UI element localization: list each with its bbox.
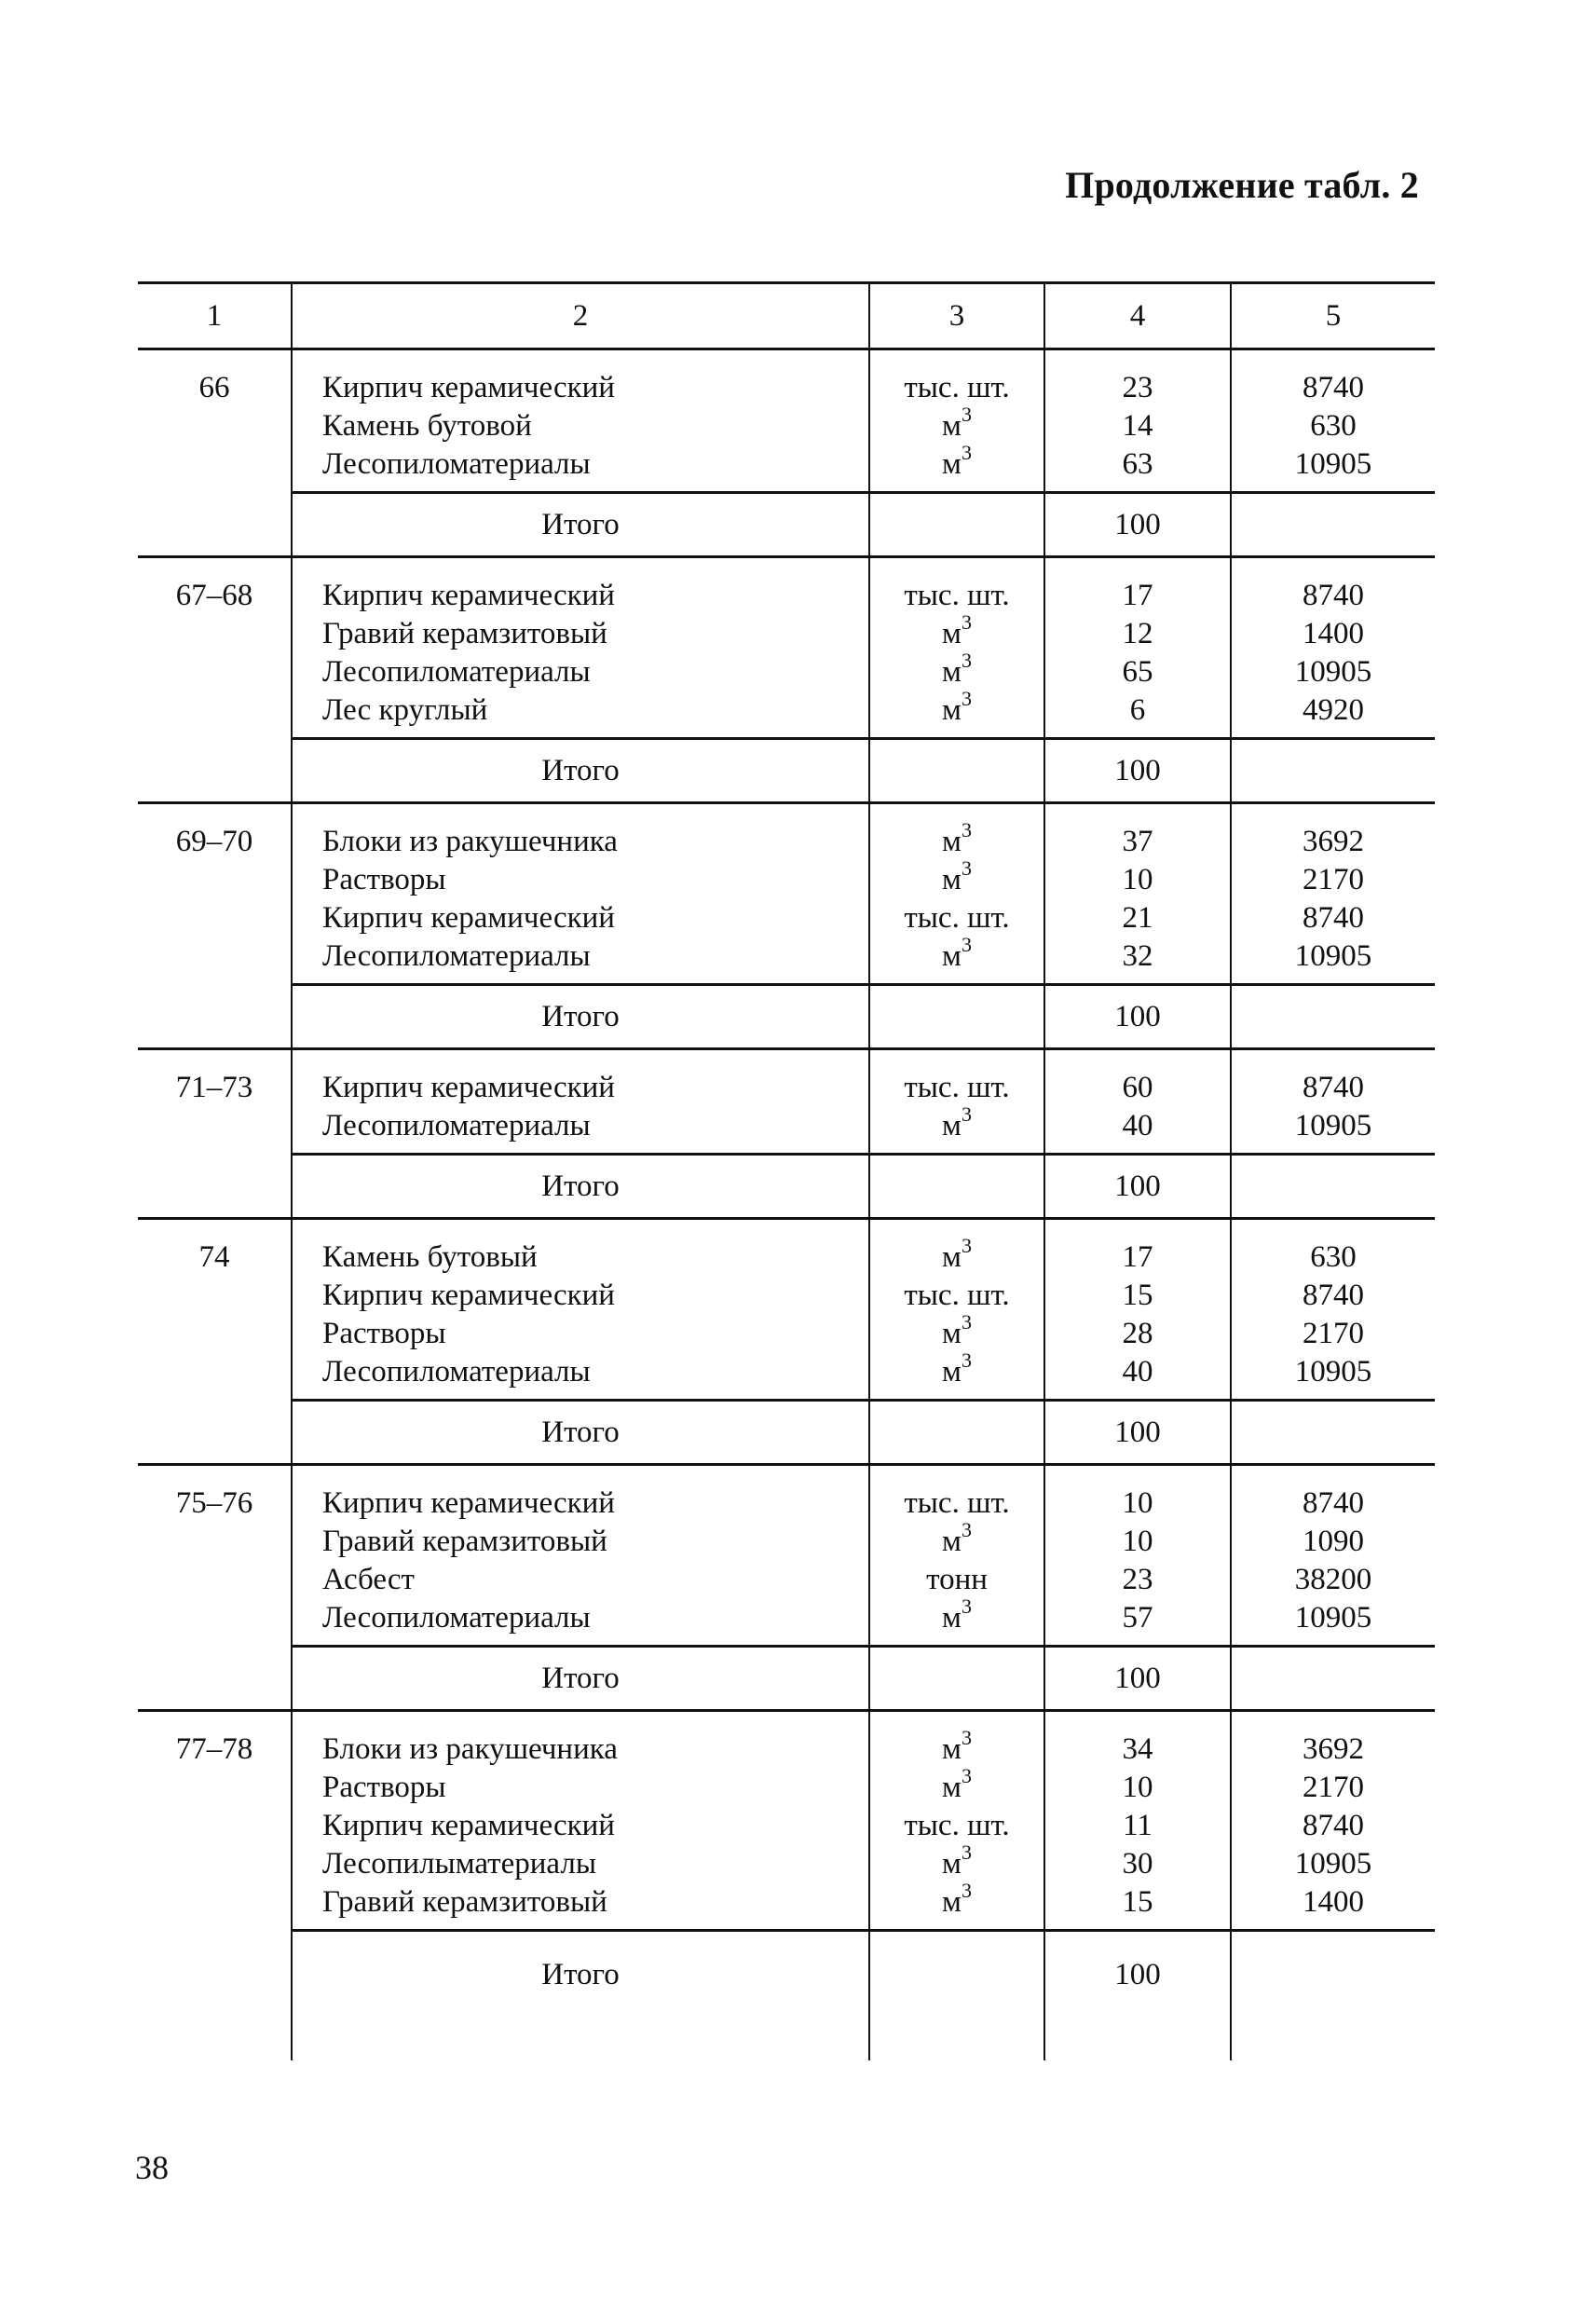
unit-text: м bbox=[942, 863, 962, 896]
unit-value bbox=[870, 1764, 1044, 1807]
unit-text: м bbox=[942, 655, 962, 689]
unit-exponent: 3 bbox=[961, 1726, 972, 1749]
price-value: 10905 bbox=[1294, 655, 1372, 689]
header-col-1: 1 bbox=[138, 283, 292, 349]
unit-value bbox=[870, 1594, 1044, 1637]
total-value: 100 bbox=[1044, 1931, 1231, 2061]
total-value: 100 bbox=[1044, 493, 1231, 557]
unit-value bbox=[870, 1102, 1044, 1145]
unit-text: м bbox=[942, 447, 962, 481]
material-name-cell bbox=[292, 1219, 869, 1401]
unit-value bbox=[870, 1726, 1044, 1769]
unit-text: м bbox=[942, 825, 962, 858]
unit-value bbox=[870, 1879, 1044, 1922]
share-value: 17 bbox=[1122, 1240, 1153, 1274]
unit-exponent: 3 bbox=[961, 610, 972, 634]
unit-exponent: 3 bbox=[961, 441, 972, 464]
unit-exponent: 3 bbox=[961, 403, 972, 426]
price-value: 10905 bbox=[1294, 939, 1372, 973]
material-name: Растворы bbox=[322, 863, 446, 896]
price-value: 8740 bbox=[1303, 901, 1364, 935]
material-name-cell bbox=[292, 557, 869, 739]
total-unit-cell bbox=[869, 1647, 1044, 1711]
total-price-cell bbox=[1231, 1647, 1435, 1711]
total-value: 100 bbox=[1044, 1155, 1231, 1219]
material-name: Гравий керамзитовый bbox=[322, 1525, 607, 1558]
price-value: 10905 bbox=[1294, 1109, 1372, 1142]
unit-cell bbox=[869, 1219, 1044, 1401]
total-value: 100 bbox=[1044, 1401, 1231, 1465]
unit-cell bbox=[869, 1711, 1044, 1931]
total-label: Итого bbox=[292, 739, 869, 803]
total-row bbox=[138, 1155, 1435, 1219]
share-cell bbox=[1044, 1465, 1231, 1647]
share-value: 11 bbox=[1123, 1809, 1153, 1842]
share-value: 23 bbox=[1122, 371, 1153, 404]
price-cell bbox=[1231, 1465, 1435, 1647]
unit-exponent: 3 bbox=[961, 1594, 972, 1618]
unit-text: м bbox=[942, 1240, 962, 1274]
unit-cell bbox=[869, 349, 1044, 493]
share-cell bbox=[1044, 1049, 1231, 1155]
header-row bbox=[138, 283, 1435, 349]
total-spacer-cell bbox=[138, 1931, 292, 2061]
header-col-5: 5 bbox=[1231, 283, 1435, 349]
header-col-4: 4 bbox=[1044, 283, 1231, 349]
price-value: 10905 bbox=[1294, 1847, 1372, 1881]
unit-cell bbox=[869, 1049, 1044, 1155]
share-value: 21 bbox=[1122, 901, 1153, 935]
price-value: 8740 bbox=[1303, 1071, 1364, 1104]
price-value: 1090 bbox=[1303, 1525, 1364, 1558]
unit-value bbox=[870, 818, 1044, 861]
total-row bbox=[138, 1401, 1435, 1465]
group-row bbox=[138, 1465, 1435, 1647]
material-name: Лесопиломатериалы bbox=[322, 655, 591, 689]
total-spacer-cell bbox=[138, 493, 292, 557]
unit-text: м bbox=[942, 1601, 962, 1635]
unit-exponent: 3 bbox=[961, 818, 972, 841]
material-name: Кирпич керамический bbox=[322, 1279, 615, 1312]
share-value: 15 bbox=[1122, 1279, 1153, 1312]
total-unit-cell bbox=[869, 493, 1044, 557]
page-number: 38 bbox=[135, 2149, 169, 2186]
group-number-cell bbox=[138, 1465, 292, 1647]
unit-value bbox=[870, 856, 1044, 899]
material-name-cell bbox=[292, 803, 869, 985]
unit-value bbox=[870, 1348, 1044, 1391]
share-value: 40 bbox=[1122, 1109, 1153, 1142]
unit-text: тыс. шт. bbox=[904, 1071, 1010, 1104]
price-value: 3692 bbox=[1303, 825, 1364, 858]
total-unit-cell bbox=[869, 739, 1044, 803]
material-name: Камень бутовый bbox=[322, 1240, 538, 1274]
price-value: 8740 bbox=[1303, 371, 1364, 404]
share-value: 10 bbox=[1122, 1486, 1153, 1520]
group-number: 74 bbox=[198, 1240, 230, 1274]
unit-cell bbox=[869, 557, 1044, 739]
share-cell bbox=[1044, 803, 1231, 985]
header-col-3: 3 bbox=[869, 283, 1044, 349]
unit-exponent: 3 bbox=[961, 1518, 972, 1541]
unit-value bbox=[870, 1518, 1044, 1561]
share-cell bbox=[1044, 1219, 1231, 1401]
unit-text: тонн bbox=[926, 1563, 988, 1596]
unit-value bbox=[870, 649, 1044, 691]
price-value: 10905 bbox=[1294, 1355, 1372, 1389]
material-name: Лесопилыматериалы bbox=[322, 1847, 596, 1881]
total-label: Итого bbox=[292, 1647, 869, 1711]
unit-value bbox=[870, 899, 1044, 937]
total-unit-cell bbox=[869, 1931, 1044, 2061]
share-cell bbox=[1044, 1711, 1231, 1931]
price-value: 2170 bbox=[1303, 1317, 1364, 1350]
price-value: 2170 bbox=[1303, 863, 1364, 896]
unit-exponent: 3 bbox=[961, 1310, 972, 1334]
unit-text: м bbox=[942, 409, 962, 443]
material-name: Лесопиломатериалы bbox=[322, 939, 591, 973]
unit-exponent: 3 bbox=[961, 1348, 972, 1372]
unit-exponent: 3 bbox=[961, 856, 972, 880]
unit-text: м bbox=[942, 1847, 962, 1881]
group-number: 69–70 bbox=[175, 825, 253, 858]
material-name: Гравий керамзитовый bbox=[322, 1885, 607, 1919]
total-label: Итого bbox=[292, 1931, 869, 2061]
total-unit-cell bbox=[869, 1155, 1044, 1219]
share-value: 30 bbox=[1122, 1847, 1153, 1881]
unit-value bbox=[870, 369, 1044, 407]
unit-text: м bbox=[942, 693, 962, 727]
price-cell bbox=[1231, 1049, 1435, 1155]
total-label: Итого bbox=[292, 493, 869, 557]
material-name: Растворы bbox=[322, 1771, 446, 1804]
material-name: Блоки из ракушечника bbox=[322, 825, 618, 858]
price-value: 2170 bbox=[1303, 1771, 1364, 1804]
price-value: 1400 bbox=[1303, 1885, 1364, 1919]
material-name: Кирпич керамический bbox=[322, 371, 615, 404]
share-cell bbox=[1044, 557, 1231, 739]
price-value: 8740 bbox=[1303, 1279, 1364, 1312]
price-value: 10905 bbox=[1294, 1601, 1372, 1635]
share-value: 6 bbox=[1129, 693, 1146, 727]
group-number-cell bbox=[138, 1219, 292, 1401]
unit-exponent: 3 bbox=[961, 1234, 972, 1257]
unit-text: м bbox=[942, 1525, 962, 1558]
group-number-cell bbox=[138, 803, 292, 985]
total-price-cell bbox=[1231, 1401, 1435, 1465]
material-name: Лес круглый bbox=[322, 693, 488, 727]
share-value: 60 bbox=[1122, 1071, 1153, 1104]
unit-value bbox=[870, 1840, 1044, 1883]
unit-text: тыс. шт. bbox=[904, 1486, 1010, 1520]
unit-exponent: 3 bbox=[961, 649, 972, 672]
unit-value bbox=[870, 1234, 1044, 1277]
unit-exponent: 3 bbox=[961, 1764, 972, 1787]
share-value: 17 bbox=[1122, 579, 1153, 612]
total-spacer-cell bbox=[138, 1401, 292, 1465]
total-price-cell bbox=[1231, 739, 1435, 803]
group-row bbox=[138, 349, 1435, 493]
unit-text: тыс. шт. bbox=[904, 901, 1010, 935]
share-value: 65 bbox=[1122, 655, 1153, 689]
total-label: Итого bbox=[292, 1401, 869, 1465]
material-name-cell bbox=[292, 349, 869, 493]
material-name: Лесопиломатериалы bbox=[322, 1109, 591, 1142]
total-spacer-cell bbox=[138, 739, 292, 803]
price-cell bbox=[1231, 557, 1435, 739]
header-col-2: 2 bbox=[292, 283, 869, 349]
unit-value bbox=[870, 933, 1044, 976]
price-value: 8740 bbox=[1303, 1809, 1364, 1842]
group-number-cell bbox=[138, 1049, 292, 1155]
material-name: Кирпич керамический bbox=[322, 901, 615, 935]
share-value: 40 bbox=[1122, 1355, 1153, 1389]
share-value: 32 bbox=[1122, 939, 1153, 973]
price-value: 1400 bbox=[1303, 617, 1364, 650]
group-row bbox=[138, 1219, 1435, 1401]
unit-text: тыс. шт. bbox=[904, 579, 1010, 612]
table-header bbox=[138, 283, 1435, 349]
total-value: 100 bbox=[1044, 985, 1231, 1049]
share-value: 10 bbox=[1122, 863, 1153, 896]
group-number-cell bbox=[138, 349, 292, 493]
material-name-cell bbox=[292, 1711, 869, 1931]
unit-text: тыс. шт. bbox=[904, 1279, 1010, 1312]
share-value: 57 bbox=[1122, 1601, 1153, 1635]
total-row bbox=[138, 493, 1435, 557]
share-cell bbox=[1044, 349, 1231, 493]
total-price-cell bbox=[1231, 1931, 1435, 2061]
price-value: 8740 bbox=[1303, 1486, 1364, 1520]
group-row bbox=[138, 803, 1435, 985]
unit-value bbox=[870, 1069, 1044, 1107]
unit-value bbox=[870, 1277, 1044, 1315]
total-price-cell bbox=[1231, 493, 1435, 557]
unit-exponent: 3 bbox=[961, 687, 972, 710]
group-number: 77–78 bbox=[175, 1732, 253, 1766]
unit-value bbox=[870, 403, 1044, 445]
group-number-cell bbox=[138, 1711, 292, 1931]
materials-table bbox=[138, 281, 1435, 2060]
price-value: 4920 bbox=[1303, 693, 1364, 727]
price-cell bbox=[1231, 1711, 1435, 1931]
material-name: Кирпич керамический bbox=[322, 1809, 615, 1842]
material-name-cell bbox=[292, 1049, 869, 1155]
unit-text: м bbox=[942, 1732, 962, 1766]
unit-text: м bbox=[942, 1771, 962, 1804]
unit-text: м bbox=[942, 1109, 962, 1142]
unit-text: м bbox=[942, 617, 962, 650]
material-name: Блоки из ракушечника bbox=[322, 1732, 618, 1766]
unit-exponent: 3 bbox=[961, 1840, 972, 1864]
material-name: Лесопиломатериалы bbox=[322, 1355, 591, 1389]
unit-cell bbox=[869, 803, 1044, 985]
unit-exponent: 3 bbox=[961, 933, 972, 956]
group-number: 71–73 bbox=[175, 1071, 253, 1104]
unit-text: м bbox=[942, 1355, 962, 1389]
unit-value bbox=[870, 610, 1044, 653]
group-number: 67–68 bbox=[175, 579, 253, 612]
price-value: 38200 bbox=[1294, 1563, 1372, 1596]
unit-value bbox=[870, 687, 1044, 730]
total-row bbox=[138, 739, 1435, 803]
price-value: 10905 bbox=[1294, 447, 1372, 481]
unit-cell bbox=[869, 1465, 1044, 1647]
price-value: 630 bbox=[1310, 1240, 1357, 1274]
unit-text: м bbox=[942, 1885, 962, 1919]
price-value: 8740 bbox=[1303, 579, 1364, 612]
material-name: Растворы bbox=[322, 1317, 446, 1350]
share-value: 34 bbox=[1122, 1732, 1153, 1766]
share-value: 37 bbox=[1122, 825, 1153, 858]
material-name: Кирпич керамический bbox=[322, 1071, 615, 1104]
share-value: 23 bbox=[1122, 1563, 1153, 1596]
table-caption: Продолжение табл. 2 bbox=[1065, 164, 1419, 206]
unit-text: м bbox=[942, 1317, 962, 1350]
table-body bbox=[138, 349, 1435, 2061]
unit-value bbox=[870, 577, 1044, 615]
total-value: 100 bbox=[1044, 739, 1231, 803]
material-name: Гравий керамзитовый bbox=[322, 617, 607, 650]
material-name: Асбест bbox=[322, 1563, 415, 1596]
share-value: 28 bbox=[1122, 1317, 1153, 1350]
total-price-cell bbox=[1231, 1155, 1435, 1219]
material-name: Кирпич керамический bbox=[322, 579, 615, 612]
unit-exponent: 3 bbox=[961, 1879, 972, 1902]
share-value: 10 bbox=[1122, 1771, 1153, 1804]
share-value: 63 bbox=[1122, 447, 1153, 481]
unit-value bbox=[870, 1310, 1044, 1353]
price-cell bbox=[1231, 1219, 1435, 1401]
price-value: 630 bbox=[1310, 409, 1357, 443]
material-name: Камень бутовой bbox=[322, 409, 532, 443]
unit-exponent: 3 bbox=[961, 1102, 972, 1126]
unit-text: м bbox=[942, 939, 962, 973]
material-name-cell bbox=[292, 1465, 869, 1647]
total-value: 100 bbox=[1044, 1647, 1231, 1711]
group-row bbox=[138, 1049, 1435, 1155]
share-value: 14 bbox=[1122, 409, 1153, 443]
unit-text: тыс. шт. bbox=[904, 1809, 1010, 1842]
price-cell bbox=[1231, 349, 1435, 493]
total-label: Итого bbox=[292, 985, 869, 1049]
material-name: Кирпич керамический bbox=[322, 1486, 615, 1520]
group-number: 66 bbox=[198, 371, 230, 404]
materials-table-container bbox=[138, 281, 1435, 2060]
total-row bbox=[138, 985, 1435, 1049]
group-row bbox=[138, 557, 1435, 739]
unit-value bbox=[870, 441, 1044, 484]
total-spacer-cell bbox=[138, 1155, 292, 1219]
price-value: 3692 bbox=[1303, 1732, 1364, 1766]
material-name: Лесопиломатериалы bbox=[322, 447, 591, 481]
unit-value bbox=[870, 1807, 1044, 1845]
total-spacer-cell bbox=[138, 1647, 292, 1711]
group-row bbox=[138, 1711, 1435, 1931]
material-name: Лесопиломатериалы bbox=[322, 1601, 591, 1635]
share-value: 15 bbox=[1122, 1885, 1153, 1919]
unit-value bbox=[870, 1484, 1044, 1523]
share-value: 10 bbox=[1122, 1525, 1153, 1558]
total-unit-cell bbox=[869, 1401, 1044, 1465]
total-unit-cell bbox=[869, 985, 1044, 1049]
total-row bbox=[138, 1647, 1435, 1711]
total-price-cell bbox=[1231, 985, 1435, 1049]
price-cell bbox=[1231, 803, 1435, 985]
share-value: 12 bbox=[1122, 617, 1153, 650]
unit-value bbox=[870, 1561, 1044, 1599]
total-label: Итого bbox=[292, 1155, 869, 1219]
total-spacer-cell bbox=[138, 985, 292, 1049]
group-number: 75–76 bbox=[175, 1486, 253, 1520]
group-number-cell bbox=[138, 557, 292, 739]
unit-text: тыс. шт. bbox=[904, 371, 1010, 404]
total-row bbox=[138, 1931, 1435, 2061]
